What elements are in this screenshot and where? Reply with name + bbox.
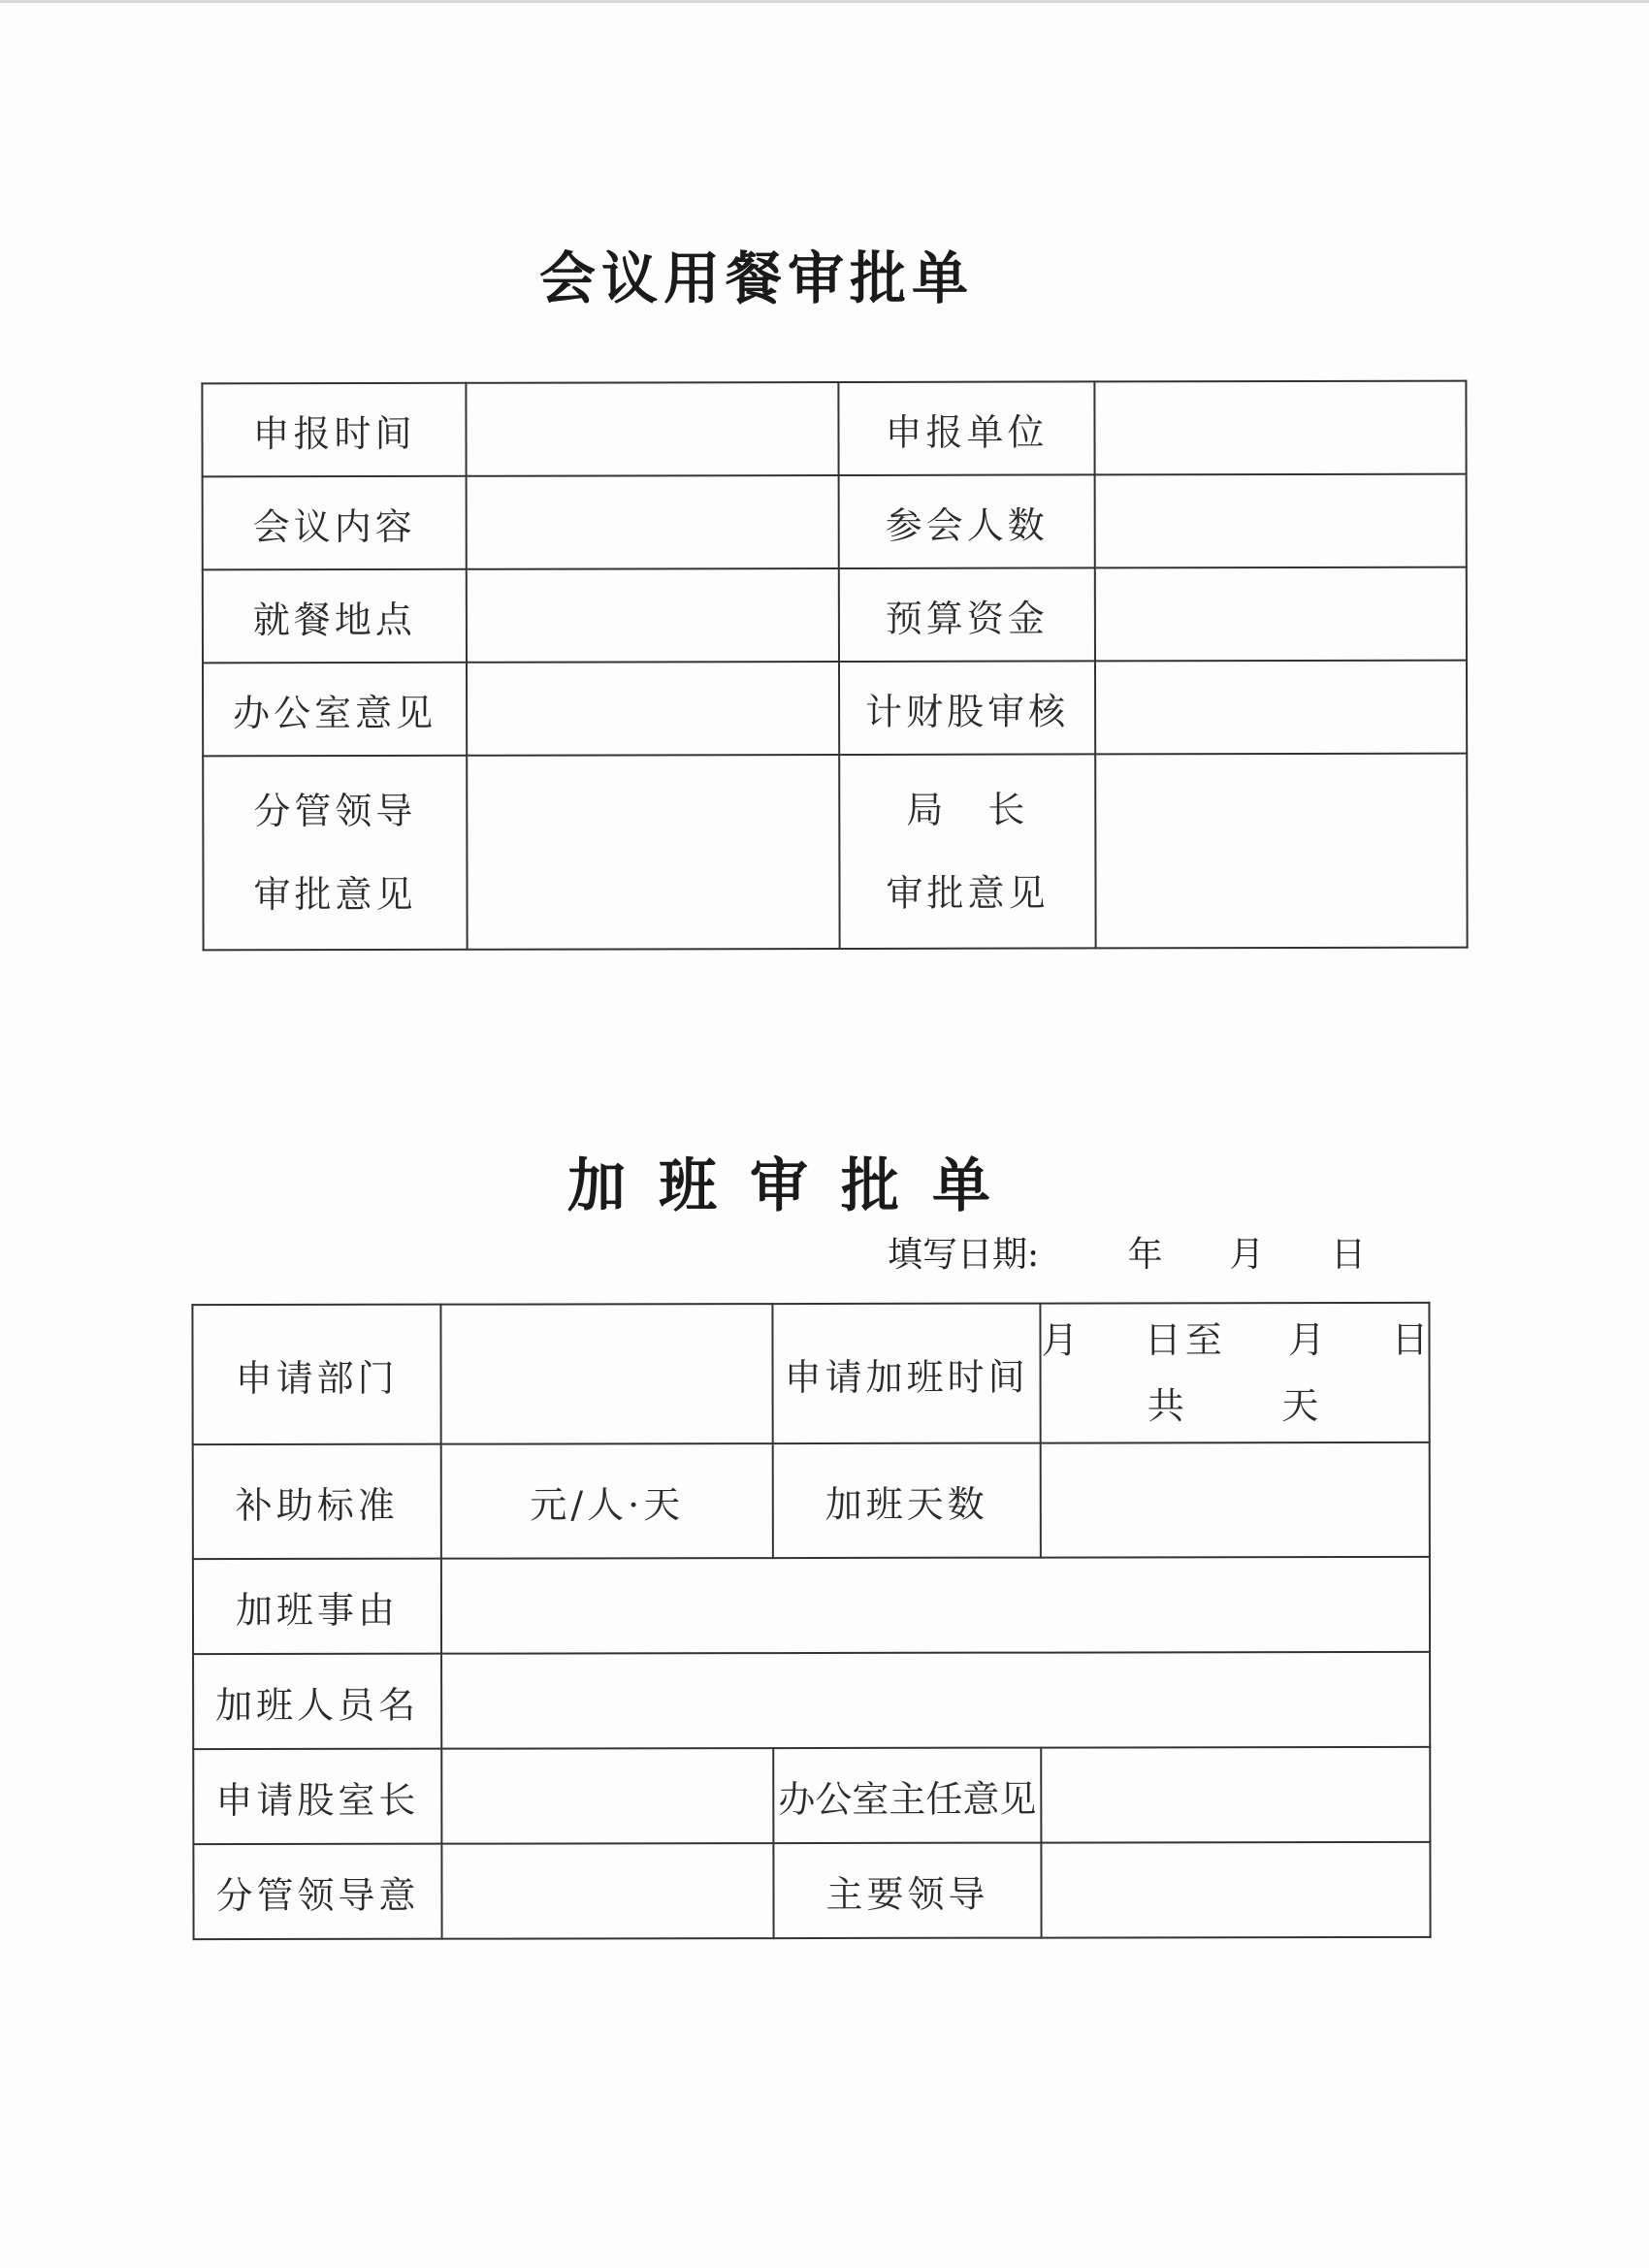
director-approval-field[interactable] bbox=[1095, 754, 1467, 949]
ot-supervisor-label: 分管领导意 bbox=[193, 1844, 441, 1939]
finance-review-label: 计财股审核 bbox=[839, 661, 1095, 755]
ot-row-chief bbox=[193, 1747, 1430, 1844]
overtime-approval-table bbox=[191, 1302, 1431, 1940]
ot-time-label: 申请加班时间 bbox=[772, 1304, 1040, 1443]
applying-dept-field[interactable] bbox=[440, 1304, 772, 1444]
ot-row-subsidy bbox=[193, 1442, 1430, 1559]
report-unit-label: 申报单位 bbox=[838, 381, 1094, 475]
meal-approval-table bbox=[201, 380, 1468, 952]
meal-row-office bbox=[203, 661, 1467, 757]
fill-date: 填写日期: 年 月 日 bbox=[888, 1235, 1366, 1275]
meeting-content-field[interactable] bbox=[467, 475, 839, 569]
ot-reason-label: 加班事由 bbox=[193, 1559, 441, 1654]
director-approval-line2: 审批意见 bbox=[886, 871, 1050, 915]
ot-row-staff bbox=[193, 1652, 1430, 1749]
meal-row-meeting bbox=[203, 474, 1467, 570]
office-director-field[interactable] bbox=[1041, 1747, 1430, 1843]
budget-field[interactable] bbox=[1095, 567, 1467, 662]
ot-days-field[interactable] bbox=[1041, 1442, 1430, 1558]
supervisor-approval-field[interactable] bbox=[467, 755, 839, 950]
ot-row-dept bbox=[192, 1303, 1429, 1444]
ot-row-leaders bbox=[193, 1842, 1430, 1939]
ot-staff-label: 加班人员名 bbox=[193, 1654, 441, 1749]
main-leader-label: 主要领导 bbox=[773, 1843, 1041, 1938]
budget-label: 预算资金 bbox=[839, 567, 1095, 662]
main-leader-field[interactable] bbox=[1041, 1842, 1430, 1938]
meal-form-title: 会议用餐审批单 bbox=[538, 245, 974, 311]
overtime-form-title: 加班审批单 bbox=[567, 1152, 1023, 1220]
meal-row-location bbox=[203, 567, 1467, 664]
supervisor-approval-label bbox=[203, 756, 467, 951]
attendee-count-label: 参会人数 bbox=[839, 474, 1095, 568]
office-director-label: 办公室主任意见 bbox=[773, 1748, 1041, 1843]
finance-review-field[interactable] bbox=[1095, 661, 1467, 755]
ot-time-range: 月 日至 月 日 bbox=[1041, 1317, 1433, 1362]
ot-time-total: 共 天 bbox=[1147, 1384, 1323, 1428]
report-time-field[interactable] bbox=[466, 382, 838, 476]
subsidy-label: 补助标准 bbox=[193, 1444, 441, 1559]
section-chief-label: 申请股室长 bbox=[193, 1749, 441, 1844]
report-time-label: 申报时间 bbox=[202, 383, 466, 477]
ot-days-label: 加班天数 bbox=[773, 1443, 1041, 1558]
subsidy-field[interactable]: 元/人·天 bbox=[441, 1443, 773, 1559]
ot-time-field[interactable] bbox=[1040, 1303, 1433, 1443]
ot-reason-field[interactable] bbox=[441, 1557, 1430, 1654]
meeting-content-label: 会议内容 bbox=[203, 476, 467, 570]
meal-row-approval bbox=[203, 754, 1467, 951]
supervisor-approval-line1: 分管领导 bbox=[253, 789, 417, 833]
office-opinion-field[interactable] bbox=[467, 662, 839, 756]
dining-location-label: 就餐地点 bbox=[203, 569, 467, 664]
supervisor-approval-line2: 审批意见 bbox=[253, 872, 417, 917]
section-chief-field[interactable] bbox=[441, 1748, 773, 1844]
ot-row-reason bbox=[193, 1557, 1430, 1654]
applying-dept-label: 申请部门 bbox=[192, 1305, 440, 1444]
scan-edge bbox=[0, 0, 1649, 3]
ot-staff-field[interactable] bbox=[441, 1652, 1430, 1749]
director-approval-line1: 局 长 bbox=[906, 788, 1029, 831]
dining-location-field[interactable] bbox=[467, 568, 839, 663]
ot-supervisor-field[interactable] bbox=[441, 1843, 773, 1939]
attendee-count-field[interactable] bbox=[1095, 474, 1467, 568]
office-opinion-label: 办公室意见 bbox=[203, 663, 467, 757]
meal-row-report bbox=[202, 381, 1466, 477]
report-unit-field[interactable] bbox=[1094, 381, 1466, 475]
director-approval-label bbox=[839, 754, 1095, 949]
